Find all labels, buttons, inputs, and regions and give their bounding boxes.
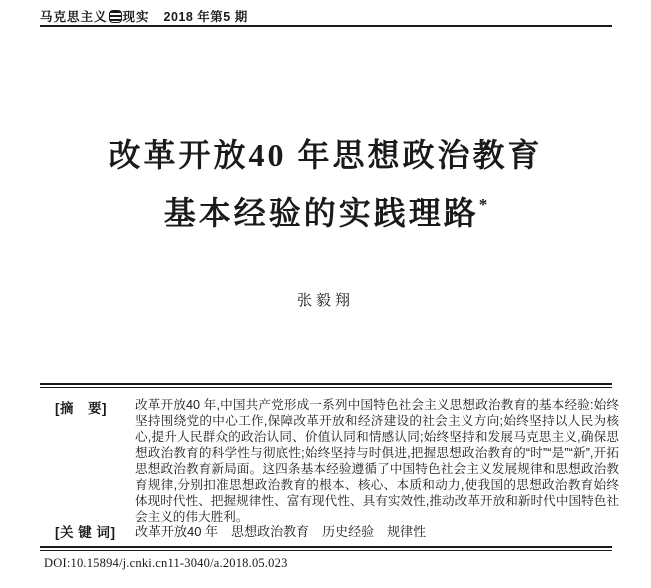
- journal-name-suffix: 现实: [122, 10, 150, 24]
- journal-running-head: [40, 7, 248, 25]
- journal-issue: 2018 年第5 期: [163, 10, 248, 24]
- header-divider-rule: [40, 25, 612, 27]
- abstract-text: 改革开放40 年,中国共产党形成一系列中国特色社会主义思想政治教育的基本经验:始终坚持围绕党的中心工作,保障改革开放和经济建设的社会主义方向;始终坚持以人民为核心,提升人民群众的政治认同、价值认同和情感认同;始终坚持和发展马克思主义,确保思想政治教育的科学性与彻底性;始终坚持与时俱进,把握思想政治教育的“时”“是”“新”,开拓思想政治教育新局面。这四条基本经验遵循了中国特色社会主义发展规律和思想政治教育规律,分别扣准思想政治教育的根本、核心、本质和动力,使我国的思想政治教育始终体现时代性、把握规律性、富有现代性、具有实效性,推动改革开放和新时代中国特色社会主义的伟大胜利。: [135, 398, 619, 524]
- keywords-text: 改革开放40 年 思想政治教育 历史经验 规律性: [135, 524, 427, 539]
- article-author: 张毅翔: [296, 292, 354, 309]
- article-title-line1: 改革开放40 年思想政治教育: [108, 137, 543, 173]
- article-title-line2: 基本经验的实践理路*: [163, 195, 488, 231]
- title-footnote-marker: *: [478, 195, 488, 214]
- doi-text: DOI:10.15894/j.cnki.cn11-3040/a.2018.05.023: [44, 556, 288, 570]
- abstract-top-rule: [40, 383, 612, 388]
- abstract-label: [摘 要]: [55, 401, 107, 416]
- journal-logo-icon: [109, 10, 122, 23]
- keywords-label: [关 键 词]: [55, 525, 116, 540]
- article-title: [0, 130, 651, 238]
- journal-name-prefix: 马克思主义: [40, 10, 108, 24]
- footer-rule: [40, 546, 612, 551]
